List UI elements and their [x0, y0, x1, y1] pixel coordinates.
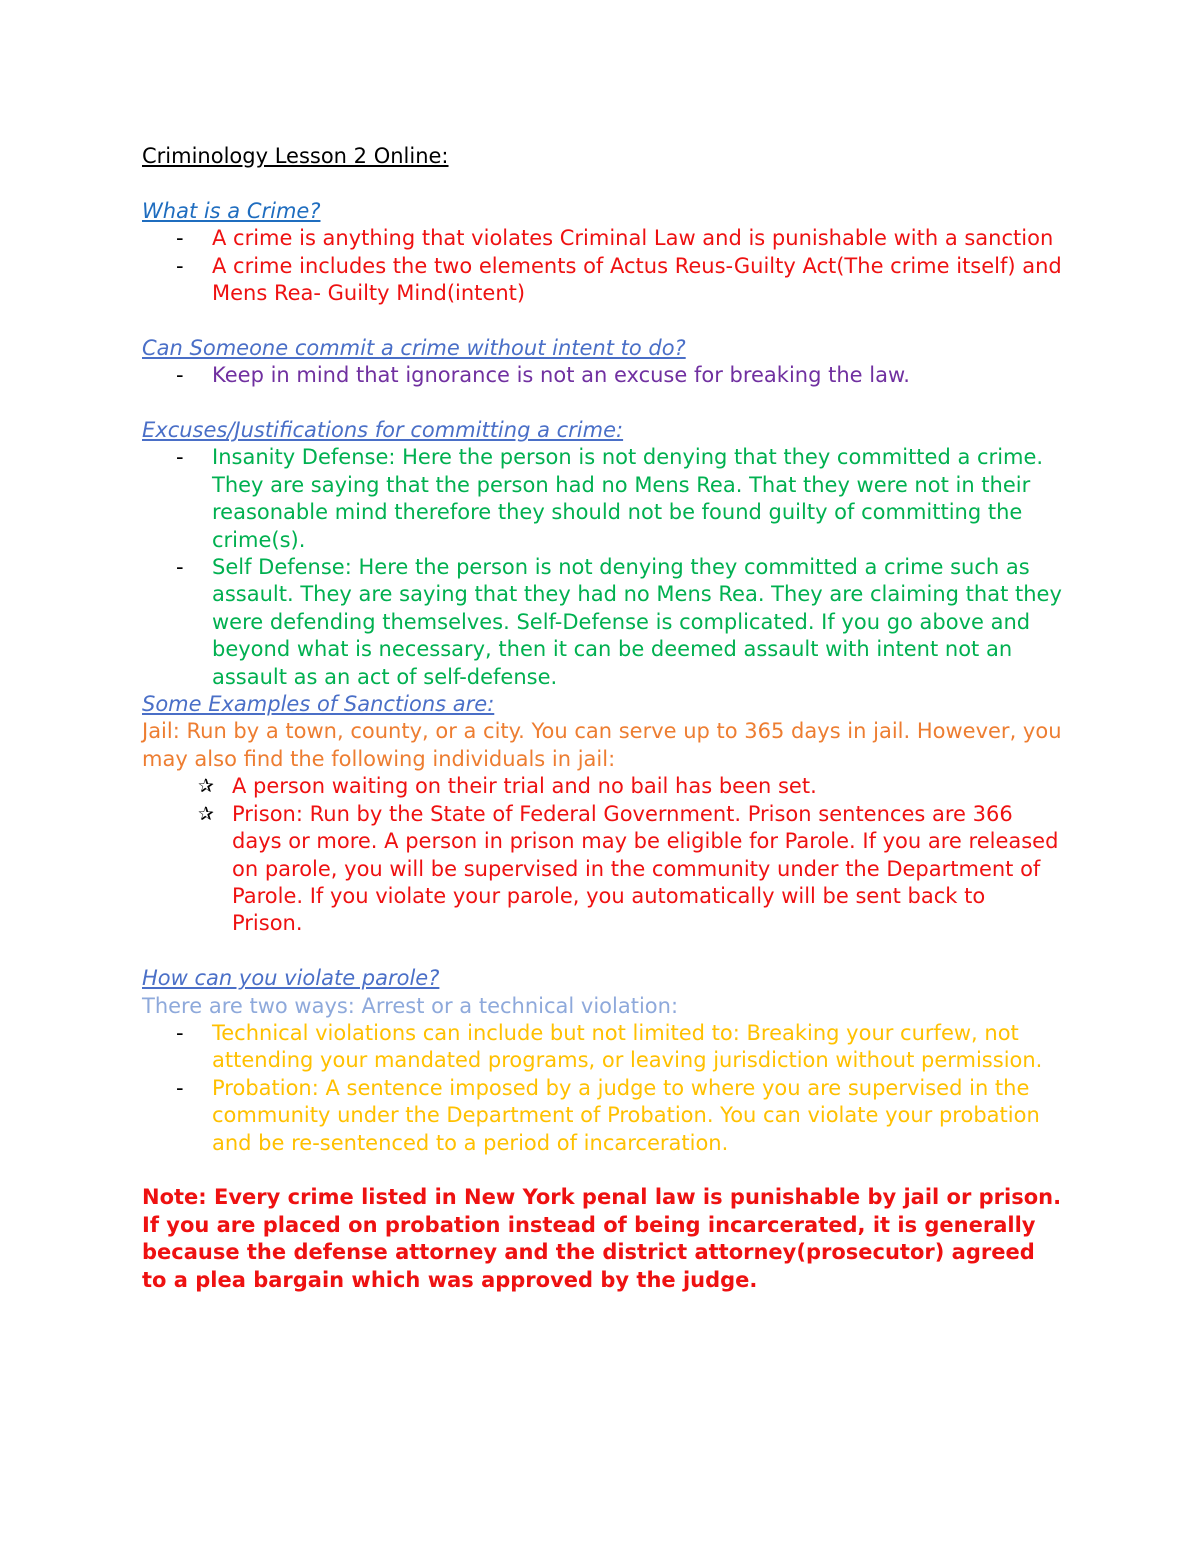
list-item [142, 773, 1062, 800]
star-outline-icon: ✰ [198, 802, 214, 825]
note-paragraph: Note: Every crime listed in New York penal law is punishable by jail or prison. If you are placed on probation instead of being incarcerated, it is generally because the defense attorney and the district attorney(prosecutor) agreed to a plea bargain which was approved by the judge. [142, 1185, 1062, 1292]
spacer [142, 307, 1062, 334]
two-ways-paragraph: There are two ways: Arrest or a technical violation: [142, 993, 679, 1018]
list-violate-parole [142, 1020, 1062, 1157]
dash-bullet: - [176, 1075, 184, 1100]
dash-bullet: - [176, 555, 184, 580]
list-item [142, 1020, 1062, 1075]
dash-bullet: - [176, 253, 184, 278]
list-item [142, 554, 1062, 691]
dash-bullet: - [176, 363, 184, 388]
dash-bullet: - [176, 1020, 184, 1045]
list-what-is-crime [142, 225, 1062, 307]
spacer [142, 390, 1062, 417]
list-item-text: Insanity Defense: Here the person is not denying that they committed a crime. They are saying that the person had no Mens Rea. That they were not in their reasonable mind therefore they should not be found guilty of committing the crime(s). [212, 445, 1044, 552]
heading-without-intent: Can Someone commit a crime without intent to do? [142, 335, 686, 360]
dash-bullet: - [176, 226, 184, 251]
heading-excuses: Excuses/Justifications for committing a crime: [142, 418, 624, 443]
list-item-text: Probation: A sentence imposed by a judge to where you are supervised in the community under the Department of Probation. You can violate your probation and be re-sentenced to a period of incarceration. [212, 1075, 1040, 1155]
list-item-text: A crime includes the two elements of Actus Reus-Guilty Act(The crime itself) and Mens Rea- Guilty Mind(intent) [212, 253, 1062, 306]
spacer [142, 938, 1062, 965]
list-item [142, 1075, 1062, 1157]
list-item [142, 444, 1062, 554]
jail-paragraph: Jail: Run by a town, county, or a city. You can serve up to 365 days in jail. However, you may also find the following individuals in jail: [142, 719, 1062, 771]
list-item-text: Self Defense: Here the person is not denying they committed a crime such as assault. They are saying that they had no Mens Rea. They are claiming that they were defending themselves. Self-Defense is complicated. If you go above and beyond what is necessary, then it can be deemed assault with intent not an assault as an act of self-defense. [212, 555, 1062, 689]
list-item [142, 253, 1062, 308]
list-item-text: A crime is anything that violates Criminal Law and is punishable with a sanction [212, 226, 1054, 251]
list-item [142, 801, 1062, 938]
list-item [142, 225, 1062, 252]
spacer [142, 170, 1062, 197]
document-page [142, 143, 1062, 1294]
list-sanctions [142, 773, 1062, 937]
document-title: Criminology Lesson 2 Online: [142, 144, 449, 168]
list-item-text: Prison: Run by the State of Federal Government. Prison sentences are 366 days or more. A person in prison may be eligible for Parole. If you are released on parole, you will be supervised in the community under the Department of Parole. If you violate your parole, you automatically will be sent back to Prison. [232, 801, 1059, 936]
list-without-intent [142, 362, 1062, 389]
list-item [142, 362, 1062, 389]
spacer [142, 1157, 1062, 1184]
list-item-text: Keep in mind that ignorance is not an excuse for breaking the law. [212, 363, 910, 388]
list-item-text: Technical violations can include but not limited to: Breaking your curfew, not attending your mandated programs, or leaving jurisdiction without permission. [212, 1020, 1043, 1073]
heading-violate-parole: How can you violate parole? [142, 966, 440, 991]
star-outline-icon: ✰ [198, 775, 214, 798]
list-item-text: A person waiting on their trial and no bail has been set. [232, 774, 817, 799]
dash-bullet: - [176, 445, 184, 470]
list-excuses [142, 444, 1062, 691]
heading-what-is-crime: What is a Crime? [142, 198, 321, 223]
heading-sanctions: Some Examples of Sanctions are: [142, 692, 495, 717]
